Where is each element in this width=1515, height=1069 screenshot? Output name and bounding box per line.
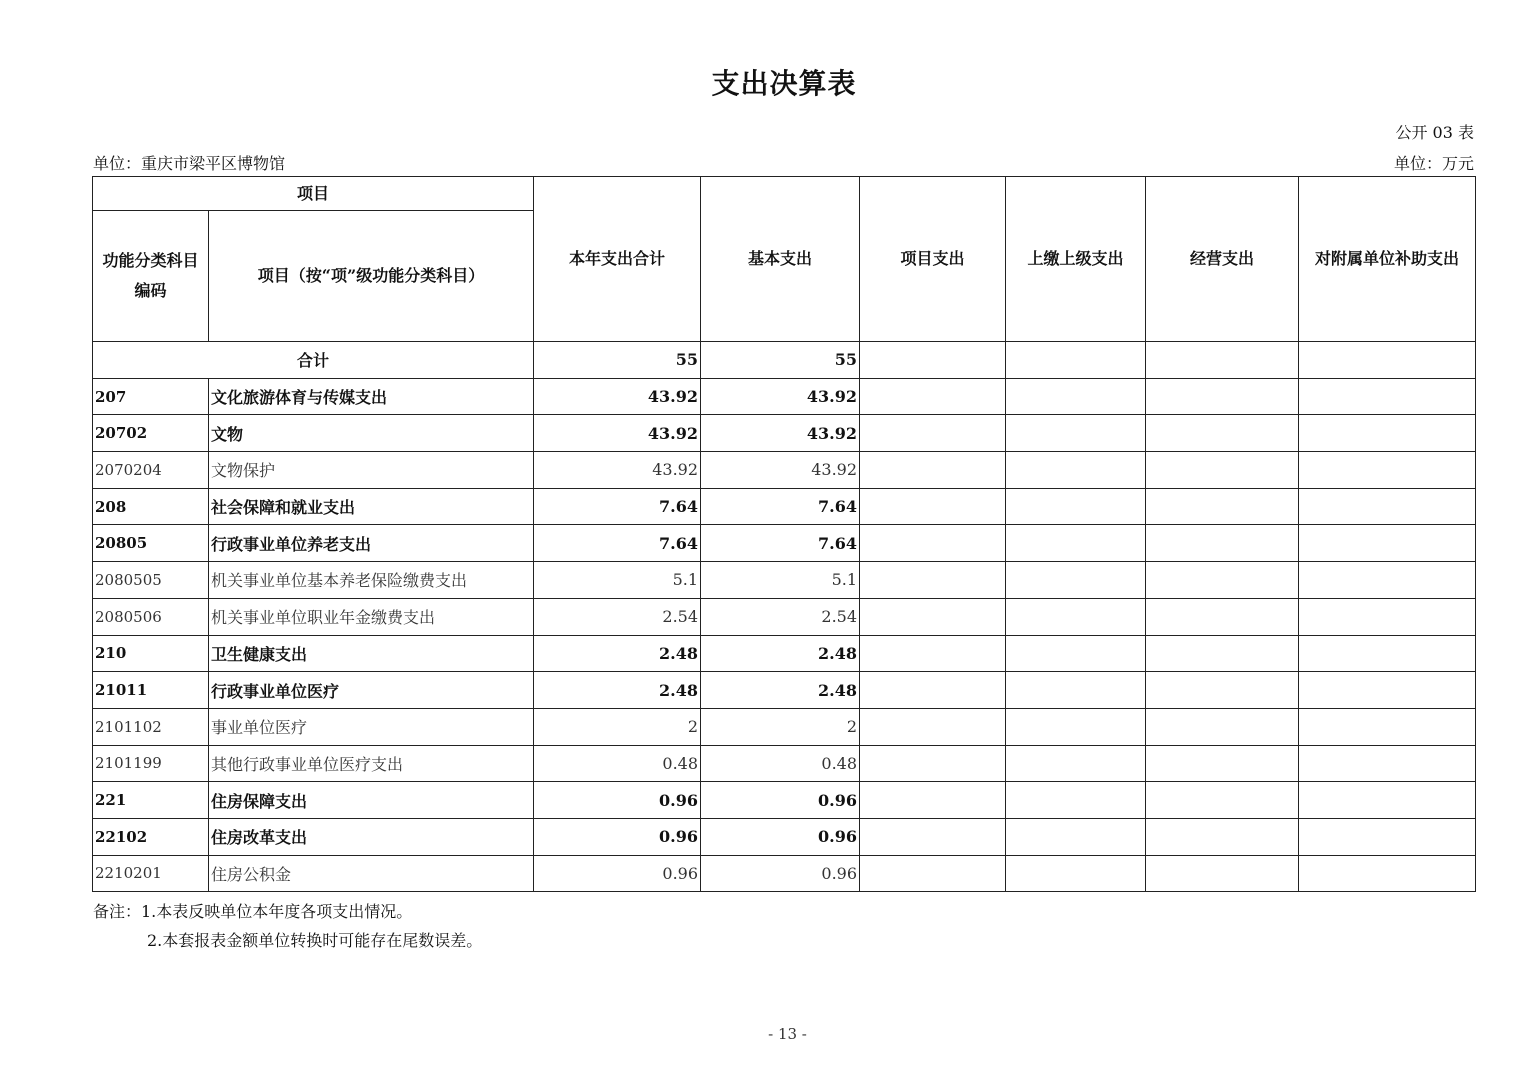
empty-cell [1146, 378, 1299, 415]
empty-cell [1006, 415, 1146, 452]
total-cell: 43.92 [534, 415, 701, 452]
table-row [93, 452, 1476, 489]
empty-cell [860, 488, 1006, 525]
empty-cell [1146, 745, 1299, 782]
name-cell: 住房保障支出 [209, 782, 534, 819]
empty-cell [860, 452, 1006, 489]
note-line-1: 备注：1.本表反映单位本年度各项支出情况。 [93, 902, 413, 921]
name-cell: 其他行政事业单位医疗支出 [209, 745, 534, 782]
basic-cell: 0.48 [701, 745, 860, 782]
name-cell: 文化旅游体育与传媒支出 [209, 378, 534, 415]
note-line-2: 2.本套报表金额单位转换时可能存在尾数误差。 [147, 931, 483, 950]
table-row [93, 378, 1476, 415]
empty-cell [860, 525, 1006, 562]
name-cell: 机关事业单位基本养老保险缴费支出 [209, 562, 534, 599]
basic-cell: 5.1 [701, 562, 860, 599]
empty-cell [1006, 745, 1146, 782]
total-cell: 43.92 [534, 452, 701, 489]
code-cell: 22102 [93, 818, 209, 855]
basic-cell: 7.64 [701, 488, 860, 525]
code-cell: 20702 [93, 415, 209, 452]
empty-cell [860, 562, 1006, 599]
name-cell: 住房公积金 [209, 855, 534, 892]
empty-cell [1299, 525, 1476, 562]
empty-cell [1146, 818, 1299, 855]
total-amount: 55 [534, 342, 701, 379]
total-cell: 43.92 [534, 378, 701, 415]
code-cell: 21011 [93, 672, 209, 709]
empty-cell [860, 378, 1006, 415]
basic-cell: 0.96 [701, 855, 860, 892]
name-cell: 社会保障和就业支出 [209, 488, 534, 525]
total-cell: 2.54 [534, 598, 701, 635]
total-cell: 2 [534, 708, 701, 745]
total-cell: 2.48 [534, 672, 701, 709]
code-cell: 2101199 [93, 745, 209, 782]
name-cell: 事业单位医疗 [209, 708, 534, 745]
code-cell: 20805 [93, 525, 209, 562]
name-cell: 行政事业单位养老支出 [209, 525, 534, 562]
empty-cell [1006, 598, 1146, 635]
total-cell: 7.64 [534, 488, 701, 525]
empty-cell [1299, 708, 1476, 745]
empty-cell [1146, 415, 1299, 452]
empty-cell [860, 855, 1006, 892]
empty-cell [1299, 452, 1476, 489]
code-cell: 221 [93, 782, 209, 819]
empty-cell [1299, 488, 1476, 525]
basic-cell: 0.96 [701, 818, 860, 855]
empty-cell [1299, 562, 1476, 599]
header-subsidy: 对附属单位补助支出 [1299, 177, 1476, 342]
basic-cell: 0.96 [701, 782, 860, 819]
empty-cell [1006, 452, 1146, 489]
basic-cell: 2.48 [701, 672, 860, 709]
empty-cell [860, 598, 1006, 635]
form-number: 公开 03 表 [1395, 123, 1474, 142]
total-cell: 7.64 [534, 525, 701, 562]
name-cell: 卫生健康支出 [209, 635, 534, 672]
total-label: 合计 [93, 342, 534, 379]
unit-currency: 单位：万元 [1393, 154, 1474, 173]
empty-cell [1146, 855, 1299, 892]
basic-cell: 2.54 [701, 598, 860, 635]
empty-cell [1006, 635, 1146, 672]
total-cell: 5.1 [534, 562, 701, 599]
table-row [93, 855, 1476, 892]
empty-cell [1006, 342, 1146, 379]
table-row [93, 635, 1476, 672]
empty-cell [1146, 672, 1299, 709]
code-cell: 208 [93, 488, 209, 525]
empty-cell [1006, 782, 1146, 819]
header-name: 项目（按“项”级功能分类科目） [209, 211, 534, 342]
name-cell: 住房改革支出 [209, 818, 534, 855]
empty-cell [1006, 708, 1146, 745]
empty-cell [860, 672, 1006, 709]
header-business: 经营支出 [1146, 177, 1299, 342]
empty-cell [1006, 525, 1146, 562]
code-cell: 2101102 [93, 708, 209, 745]
empty-cell [1299, 598, 1476, 635]
empty-cell [1006, 818, 1146, 855]
expenditure-table [92, 176, 1476, 892]
table-row [93, 525, 1476, 562]
name-cell: 文物 [209, 415, 534, 452]
table-row [93, 562, 1476, 599]
empty-cell [1146, 708, 1299, 745]
empty-cell [1299, 672, 1476, 709]
total-basic: 55 [701, 342, 860, 379]
header-basic: 基本支出 [701, 177, 860, 342]
code-cell: 2210201 [93, 855, 209, 892]
total-cell: 0.96 [534, 855, 701, 892]
code-cell: 2080506 [93, 598, 209, 635]
empty-cell [1146, 598, 1299, 635]
empty-cell [1299, 378, 1476, 415]
table-row [93, 818, 1476, 855]
total-row [93, 342, 1476, 379]
table-row [93, 672, 1476, 709]
empty-cell [1006, 562, 1146, 599]
total-cell: 2.48 [534, 635, 701, 672]
empty-cell [1299, 745, 1476, 782]
code-cell: 2080505 [93, 562, 209, 599]
page-title: 支出决算表 [711, 67, 857, 100]
code-cell: 210 [93, 635, 209, 672]
empty-cell [1299, 855, 1476, 892]
empty-cell [1146, 525, 1299, 562]
empty-cell [1146, 452, 1299, 489]
empty-cell [1006, 378, 1146, 415]
header-project-expenditure: 项目支出 [860, 177, 1006, 342]
empty-cell [1146, 782, 1299, 819]
total-cell: 0.96 [534, 818, 701, 855]
empty-cell [860, 818, 1006, 855]
header-project: 项目 [93, 177, 534, 211]
empty-cell [860, 708, 1006, 745]
empty-cell [1299, 342, 1476, 379]
empty-cell [860, 782, 1006, 819]
notes [93, 897, 482, 955]
name-cell: 文物保护 [209, 452, 534, 489]
total-cell: 0.96 [534, 782, 701, 819]
basic-cell: 43.92 [701, 378, 860, 415]
code-cell: 2070204 [93, 452, 209, 489]
name-cell: 机关事业单位职业年金缴费支出 [209, 598, 534, 635]
total-cell: 0.48 [534, 745, 701, 782]
empty-cell [1146, 488, 1299, 525]
empty-cell [860, 415, 1006, 452]
header-upper-payment: 上缴上级支出 [1006, 177, 1146, 342]
code-cell: 207 [93, 378, 209, 415]
basic-cell: 7.64 [701, 525, 860, 562]
table-row [93, 745, 1476, 782]
table-row [93, 708, 1476, 745]
empty-cell [1146, 562, 1299, 599]
empty-cell [1299, 415, 1476, 452]
unit-organization: 单位：重庆市梁平区博物馆 [93, 154, 286, 173]
header-total: 本年支出合计 [534, 177, 701, 342]
empty-cell [860, 745, 1006, 782]
table-row [93, 782, 1476, 819]
empty-cell [860, 342, 1006, 379]
table-row [93, 598, 1476, 635]
empty-cell [1006, 855, 1146, 892]
empty-cell [1299, 635, 1476, 672]
empty-cell [1146, 342, 1299, 379]
basic-cell: 43.92 [701, 415, 860, 452]
empty-cell [860, 635, 1006, 672]
empty-cell [1006, 488, 1146, 525]
empty-cell [1006, 672, 1146, 709]
basic-cell: 2 [701, 708, 860, 745]
empty-cell [1146, 635, 1299, 672]
empty-cell [1299, 818, 1476, 855]
header-code: 功能分类科目编码 [93, 211, 209, 342]
table-row [93, 415, 1476, 452]
page-number: - 13 - [768, 1025, 807, 1043]
table-row [93, 488, 1476, 525]
basic-cell: 43.92 [701, 452, 860, 489]
name-cell: 行政事业单位医疗 [209, 672, 534, 709]
empty-cell [1299, 782, 1476, 819]
basic-cell: 2.48 [701, 635, 860, 672]
